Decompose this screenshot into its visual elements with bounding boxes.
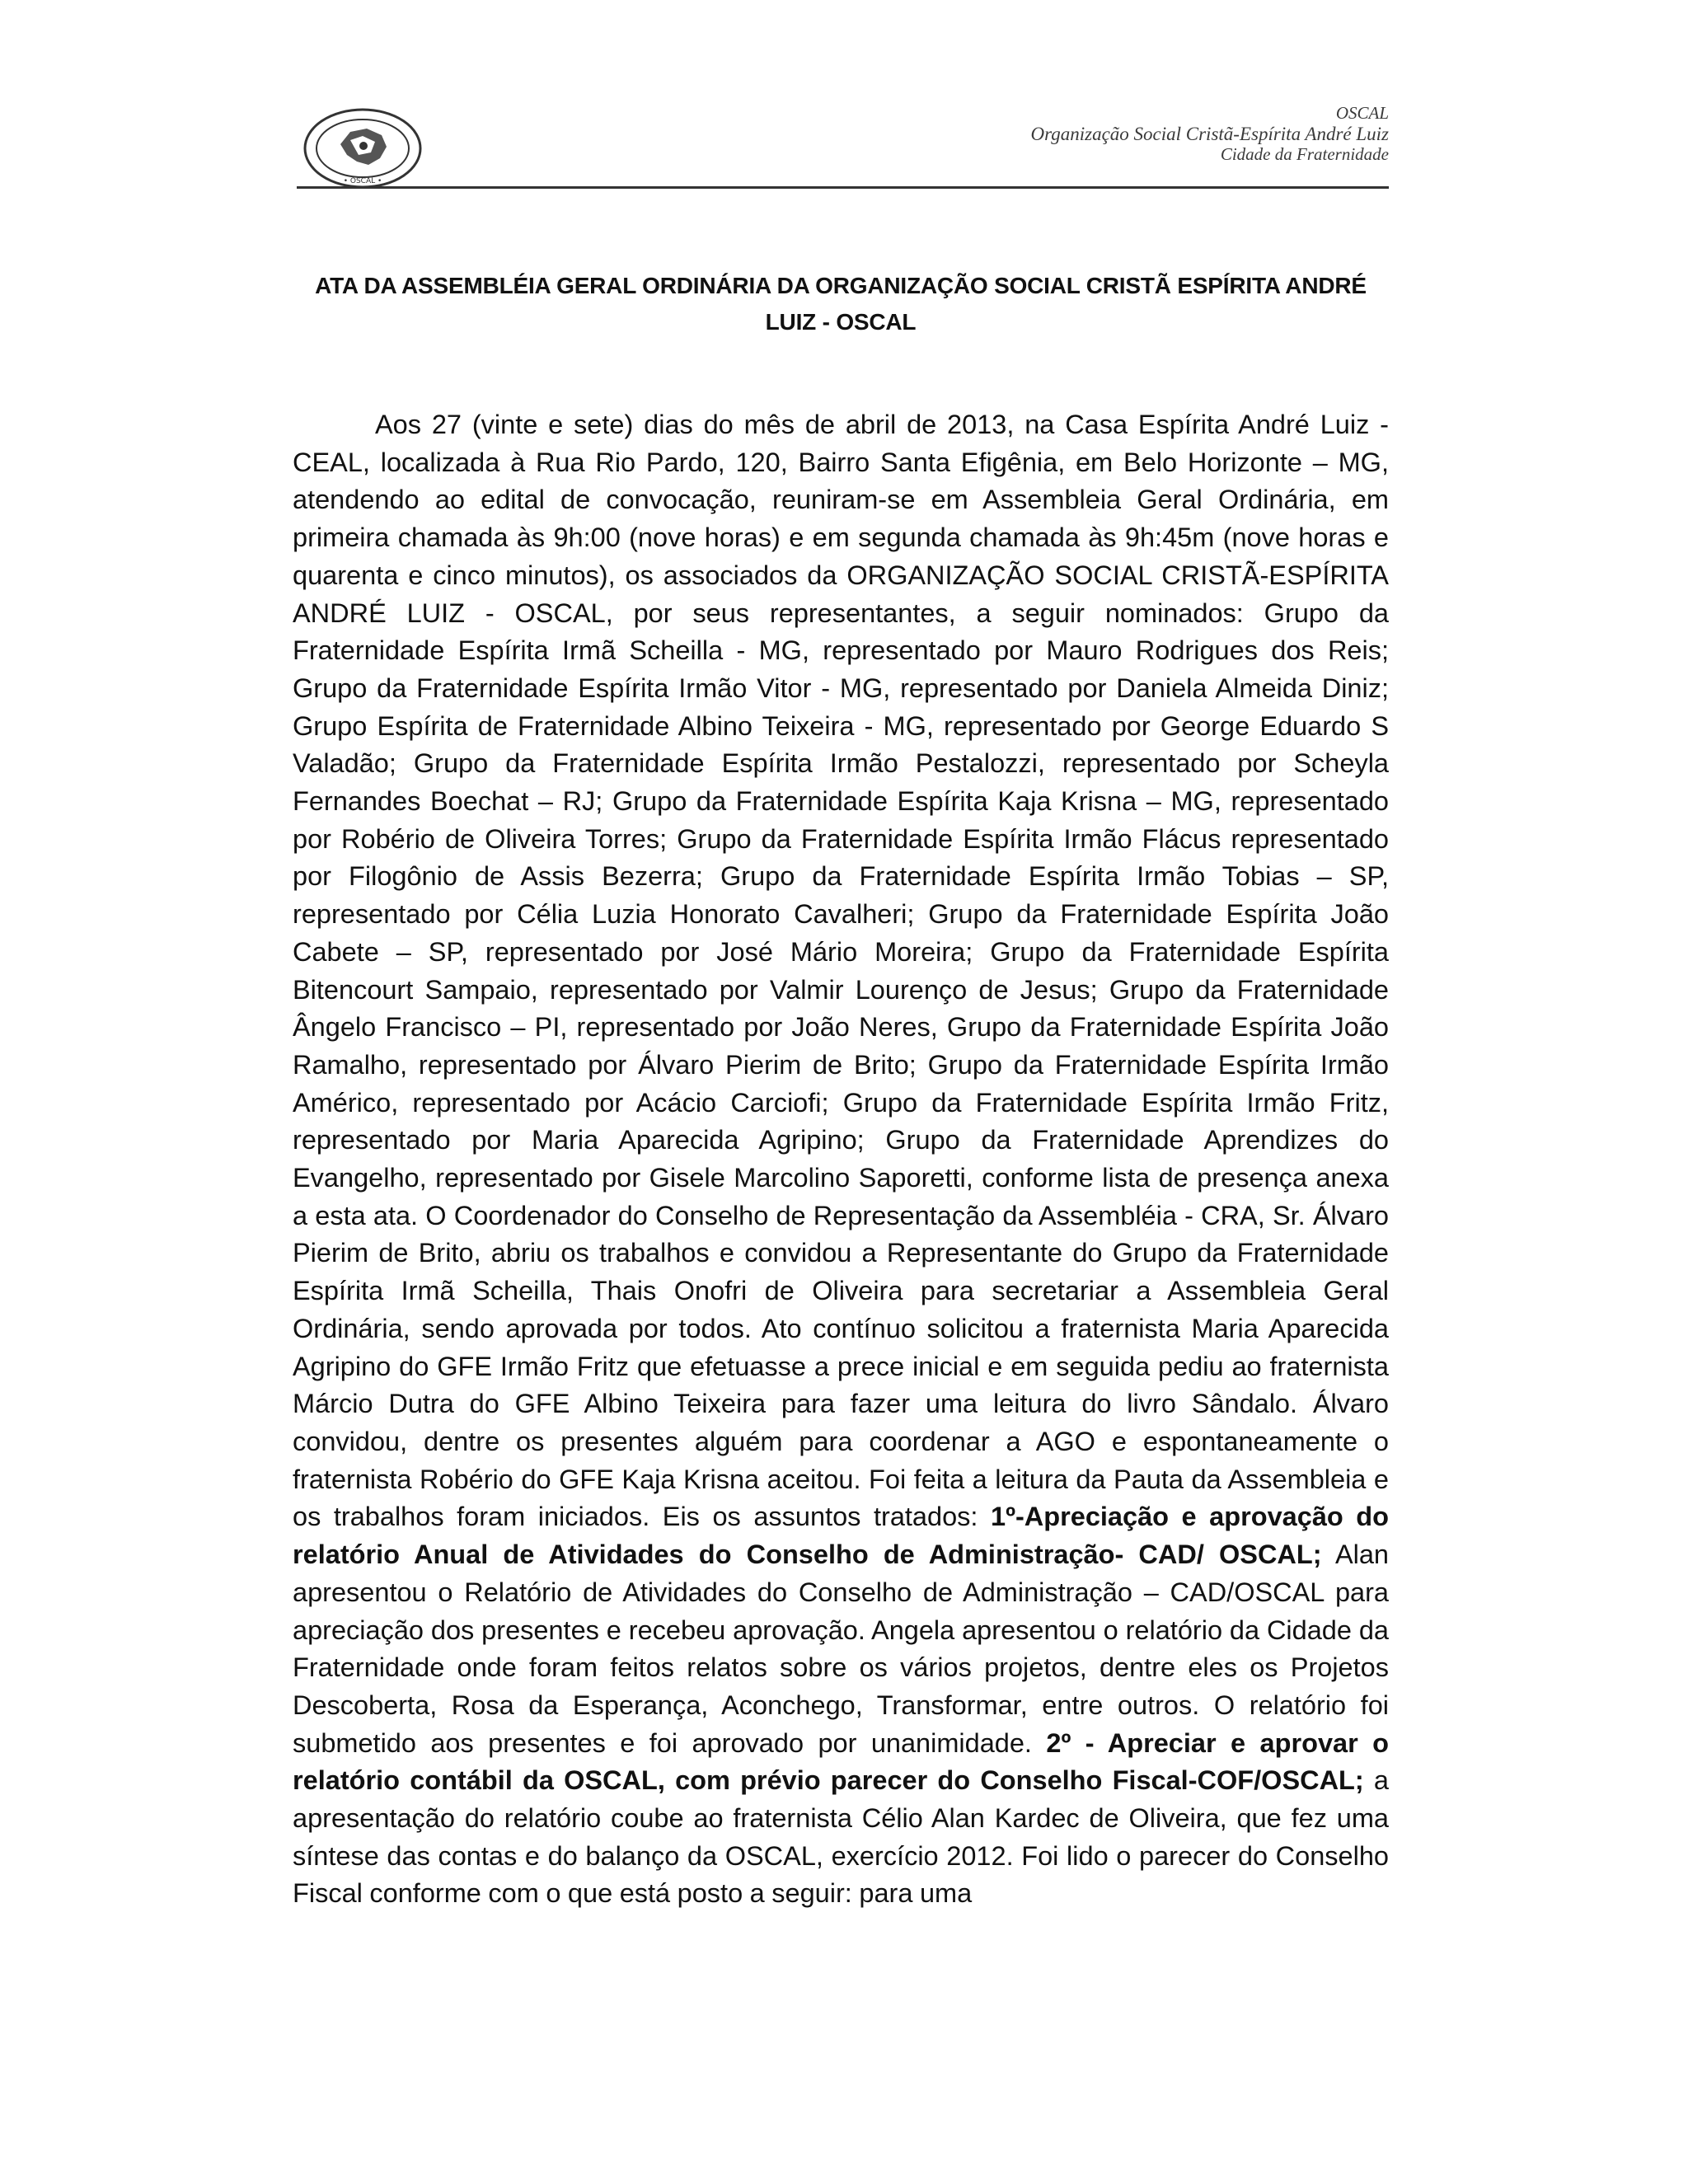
organization-block bbox=[1031, 103, 1389, 165]
header-divider bbox=[297, 186, 1389, 189]
svg-text:• OSCAL •: • OSCAL • bbox=[343, 177, 382, 185]
agenda-item-2-heading: 2º - Apreciar e aprovar o relatório contábil da OSCAL, com prévio parecer do Conselho Fiscal-COF/OSCAL; bbox=[293, 1727, 1389, 1796]
minutes-paragraph bbox=[293, 406, 1389, 1913]
oscal-logo-icon bbox=[301, 107, 424, 190]
document-title bbox=[293, 268, 1389, 340]
agenda-item-1-text: Alan apresentou o Relatório de Atividades do Conselho de Administração – CAD/OSCAL para apreciação dos presentes e recebeu aprovação. Angela apresentou o relatório da Cidade da Fraternidade onde foram feitos relatos sobre os vários projetos, dentre eles os Projetos Descoberta, Rosa da Esperança, Aconchego, Transformar, entre outros. O relatório foi submetido aos presentes e foi aprovado por unanimidade. bbox=[293, 1540, 1389, 1758]
letterhead bbox=[293, 95, 1389, 190]
document-body bbox=[293, 406, 1389, 1913]
intro-text: Aos 27 (vinte e sete) dias do mês de abril de 2013, na Casa Espírita André Luiz - CEAL, localizada à Rua Rio Pardo, 120, Bairro Santa Efigênia, em Belo Horizonte – MG, atendendo ao edital de convocação, reuniram-se em Assembleia Geral Ordinária, em primeira chamada às 9h:00 (nove horas) e em segunda chamada às 9h:45m (nove horas e quarenta e cinco minutos), os associados da ORGANIZAÇÃO SOCIAL CRISTÃ-ESPÍRITA ANDRÉ LUIZ - OSCAL, por seus representantes, a seguir nominados: Grupo da Fraternidade Espírita Irmã Scheilla - MG, representado por Mauro Rodrigues dos Reis; Grupo da Fraternidade Espírita Irmão Vitor - MG, representado por Daniela Almeida Diniz; Grupo Espírita de Fraternidade Albino Teixeira - MG, representado por George Eduardo S Valadão; Grupo da Fraternidade Espírita Irmão Pestalozzi, representado por Scheyla Fernandes Boechat – RJ; Grupo da Fraternidade Espírita Kaja Krisna – MG, representado por Robério de Oliveira Torres; Grupo da Fraternidade Espírita Irmão Flácus representado por Filogônio de Assis Bezerra; Grupo da Fraternidade Espírita Irmão Tobias – SP, representado por Célia Luzia Honorato Cavalheri; Grupo da Fraternidade Espírita João Cabete – SP, representado por José Mário Moreira; Grupo da Fraternidade Espírita Bitencourt Sampaio, representado por Valmir Lourenço de Jesus; Grupo da Fraternidade Ângelo Francisco – PI, representado por João Neres, Grupo da Fraternidade Espírita João Ramalho, representado por Álvaro Pierim de Brito; Grupo da Fraternidade Espírita Irmão Américo, representado por Acácio Carciofi; Grupo da Fraternidade Espírita Irmão Fritz, representado por Maria Aparecida Agripino; Grupo da Fraternidade Aprendizes do Evangelho, representado por Gisele Marcolino Saporetti, conforme lista de presença anexa a esta ata. O Coordenador do Conselho de Representação da Assembléia - CRA, Sr. Álvaro Pierim de Brito, abriu os trabalhos e convidou a Representante do Grupo da Fraternidade Espírita Irmã Scheilla, Thais Onofri de Oliveira para secretariar a Assembleia Geral Ordinária, sendo aprovada por todos. Ato contínuo solicitou a fraternista Maria Aparecida Agripino do GFE Irmão Fritz que efetuasse a prece inicial e em seguida pediu ao fraternista Márcio Dutra do GFE Albino Teixeira para fazer uma leitura do livro Sândalo. Álvaro convidou, dentre os presentes alguém para coordenar a AGO e espontaneamente o fraternista Robério do GFE Kaja Krisna aceitou. Foi feita a leitura da Pauta da Assembleia e os trabalhos foram iniciados. Eis os assuntos tratados: bbox=[293, 410, 1389, 1532]
agenda-item-1-heading: 1º-Apreciação e aprovação do relatório Anual de Atividades do Conselho de Administração- CAD/ OSCAL; bbox=[293, 1502, 1389, 1570]
org-subtitle: Cidade da Fraternidade bbox=[1220, 144, 1389, 164]
title-line-1: ATA DA ASSEMBLÉIA GERAL ORDINÁRIA DA ORGANIZAÇÃO SOCIAL CRISTÃ ESPÍRITA ANDRÉ bbox=[315, 273, 1367, 298]
title-line-2: LUIZ - OSCAL bbox=[765, 309, 917, 335]
agenda-item-2-text: a apresentação do relatório coube ao fraternista Célio Alan Kardec de Oliveira, que fez uma síntese das contas e do balanço da OSCAL, exercício 2012. Foi lido o parecer do Conselho Fiscal conforme com o que está posto a seguir: para uma bbox=[293, 1765, 1389, 1909]
org-acronym: OSCAL bbox=[1335, 103, 1389, 123]
org-name: Organização Social Cristã-Espírita André Luiz bbox=[1030, 124, 1389, 144]
